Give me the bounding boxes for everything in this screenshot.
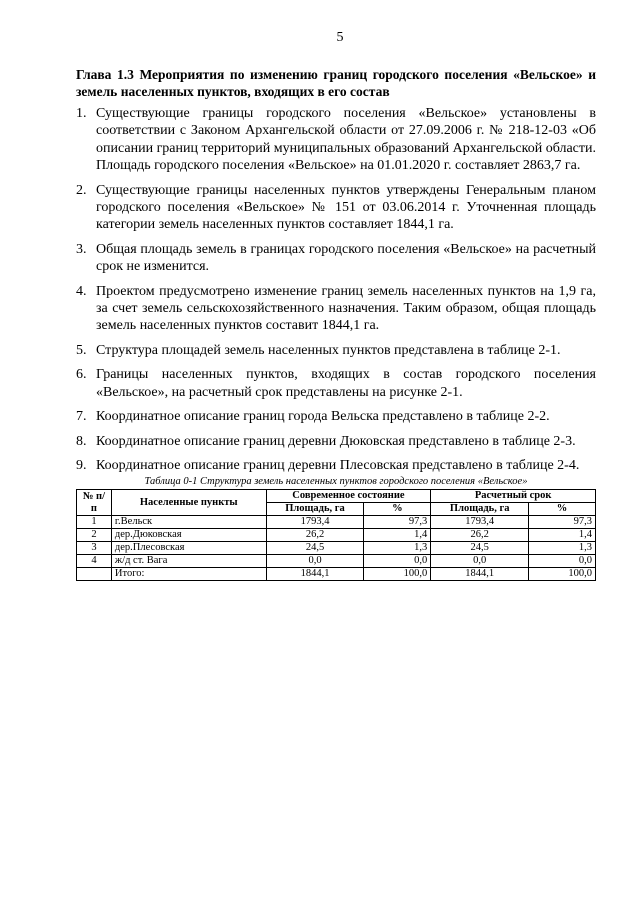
list-item	[76, 241, 596, 276]
cell-future-area: 24,5	[431, 542, 529, 555]
cell-current-area: 1844,1	[266, 568, 364, 581]
list-item	[76, 408, 596, 425]
cell-current-percent: 100,0	[364, 568, 431, 581]
list-item	[76, 283, 596, 335]
list-item	[76, 342, 596, 359]
list-item-text: Координатное описание границ деревни Плесовская представлено в таблице 2-4.	[96, 457, 580, 473]
list-item-text: Проектом предусмотрено изменение границ земель населенных пунктов на 1,9 га, за счет земель сельскохозяйственного назначения. Таким образом, общая площадь земель населенных пунктов составит 1844,1 га.	[96, 283, 596, 334]
document-page	[76, 30, 596, 581]
list-item-text: Координатное описание границ деревни Дюковская представлено в таблице 2-3.	[96, 433, 576, 449]
cell-current-percent: 1,3	[364, 542, 431, 555]
cell-current-percent: 0,0	[364, 555, 431, 568]
list-item-number: 6.	[76, 367, 87, 383]
cell-num: 2	[77, 529, 112, 542]
cell-name: дер.Дюковская	[111, 529, 266, 542]
land-structure-table	[76, 489, 596, 581]
list-item-number: 3.	[76, 241, 87, 257]
cell-name: г.Вельск	[111, 516, 266, 529]
cell-future-percent: 100,0	[529, 568, 596, 581]
table-row	[77, 555, 596, 568]
list-item-text: Координатное описание границ города Вельска представлено в таблице 2-2.	[96, 409, 550, 425]
list-item	[76, 105, 596, 175]
header-current: Современное состояние	[266, 490, 431, 503]
table-row	[77, 516, 596, 529]
table-caption: Таблица 0-1 Структура земель населенных пунктов городского поселения «Вельское»	[144, 476, 528, 488]
cell-num: 1	[77, 516, 112, 529]
header-num: № п/п	[77, 490, 112, 516]
header-future: Расчетный срок	[431, 490, 596, 503]
list-item-number: 4.	[76, 283, 87, 299]
header-future-percent: %	[529, 503, 596, 516]
cell-current-percent: 97,3	[364, 516, 431, 529]
numbered-list	[76, 105, 596, 474]
list-item	[76, 433, 596, 450]
page-number: 5	[336, 30, 344, 45]
cell-future-area: 1793,4	[431, 516, 529, 529]
cell-num: 3	[77, 542, 112, 555]
list-item-number: 5.	[76, 342, 87, 358]
chapter-heading: Глава 1.3 Мероприятия по изменению границ городского поселения «Вельское» и земель населенных пунктов, входящих в его состав	[76, 67, 596, 99]
table-row	[77, 542, 596, 555]
cell-num: 4	[77, 555, 112, 568]
cell-future-area: 26,2	[431, 529, 529, 542]
cell-name: Итого:	[111, 568, 266, 581]
list-item	[76, 182, 596, 234]
table-row	[77, 529, 596, 542]
cell-current-area: 0,0	[266, 555, 364, 568]
cell-future-area: 0,0	[431, 555, 529, 568]
list-item-text: Существующие границы населенных пунктов утверждены Генеральным планом городского поселения «Вельское» № 151 от 03.06.2014 г. Уточненная площадь категории земель населенных пунктов составляет 1844,1 га.	[96, 182, 596, 233]
cell-current-area: 1793,4	[266, 516, 364, 529]
cell-future-percent: 0,0	[529, 555, 596, 568]
cell-name: дер.Плесовская	[111, 542, 266, 555]
list-item-text: Структура площадей земель населенных пунктов представлена в таблице 2-1.	[96, 342, 561, 358]
cell-future-area: 1844,1	[431, 568, 529, 581]
list-item	[76, 366, 596, 401]
table-row-total	[77, 568, 596, 581]
header-settlements: Населенные пункты	[111, 490, 266, 516]
list-item-number: 8.	[76, 433, 87, 449]
header-current-area: Площадь, га	[266, 503, 364, 516]
cell-num	[77, 568, 112, 581]
cell-current-percent: 1,4	[364, 529, 431, 542]
cell-current-area: 26,2	[266, 529, 364, 542]
cell-name: ж/д ст. Вага	[111, 555, 266, 568]
list-item-number: 9.	[76, 457, 87, 473]
list-item-text: Границы населенных пунктов, входящих в состав городского поселения «Вельское», на расчетный срок представлены на рисунке 2-1.	[96, 367, 596, 400]
list-item-number: 7.	[76, 409, 87, 425]
list-item-number: 2.	[76, 182, 87, 198]
table-header-row	[77, 490, 596, 503]
list-item-number: 1.	[76, 106, 87, 121]
list-item-text: Существующие границы городского поселения «Вельское» установлены в соответствии с Законом Архангельской области от 27.09.2006 г. № 218-12-03 «Об описании границ территорий муниципальных образований Архангельской области. Площадь городского поселения «Вельское» на 01.01.2020 г. составляет 2863,7 га.	[96, 106, 596, 174]
cell-current-area: 24,5	[266, 542, 364, 555]
list-item	[76, 457, 596, 474]
cell-future-percent: 1,3	[529, 542, 596, 555]
cell-future-percent: 97,3	[529, 516, 596, 529]
cell-future-percent: 1,4	[529, 529, 596, 542]
header-current-percent: %	[364, 503, 431, 516]
header-future-area: Площадь, га	[431, 503, 529, 516]
list-item-text: Общая площадь земель в границах городского поселения «Вельское» на расчетный срок не изменится.	[96, 241, 596, 275]
